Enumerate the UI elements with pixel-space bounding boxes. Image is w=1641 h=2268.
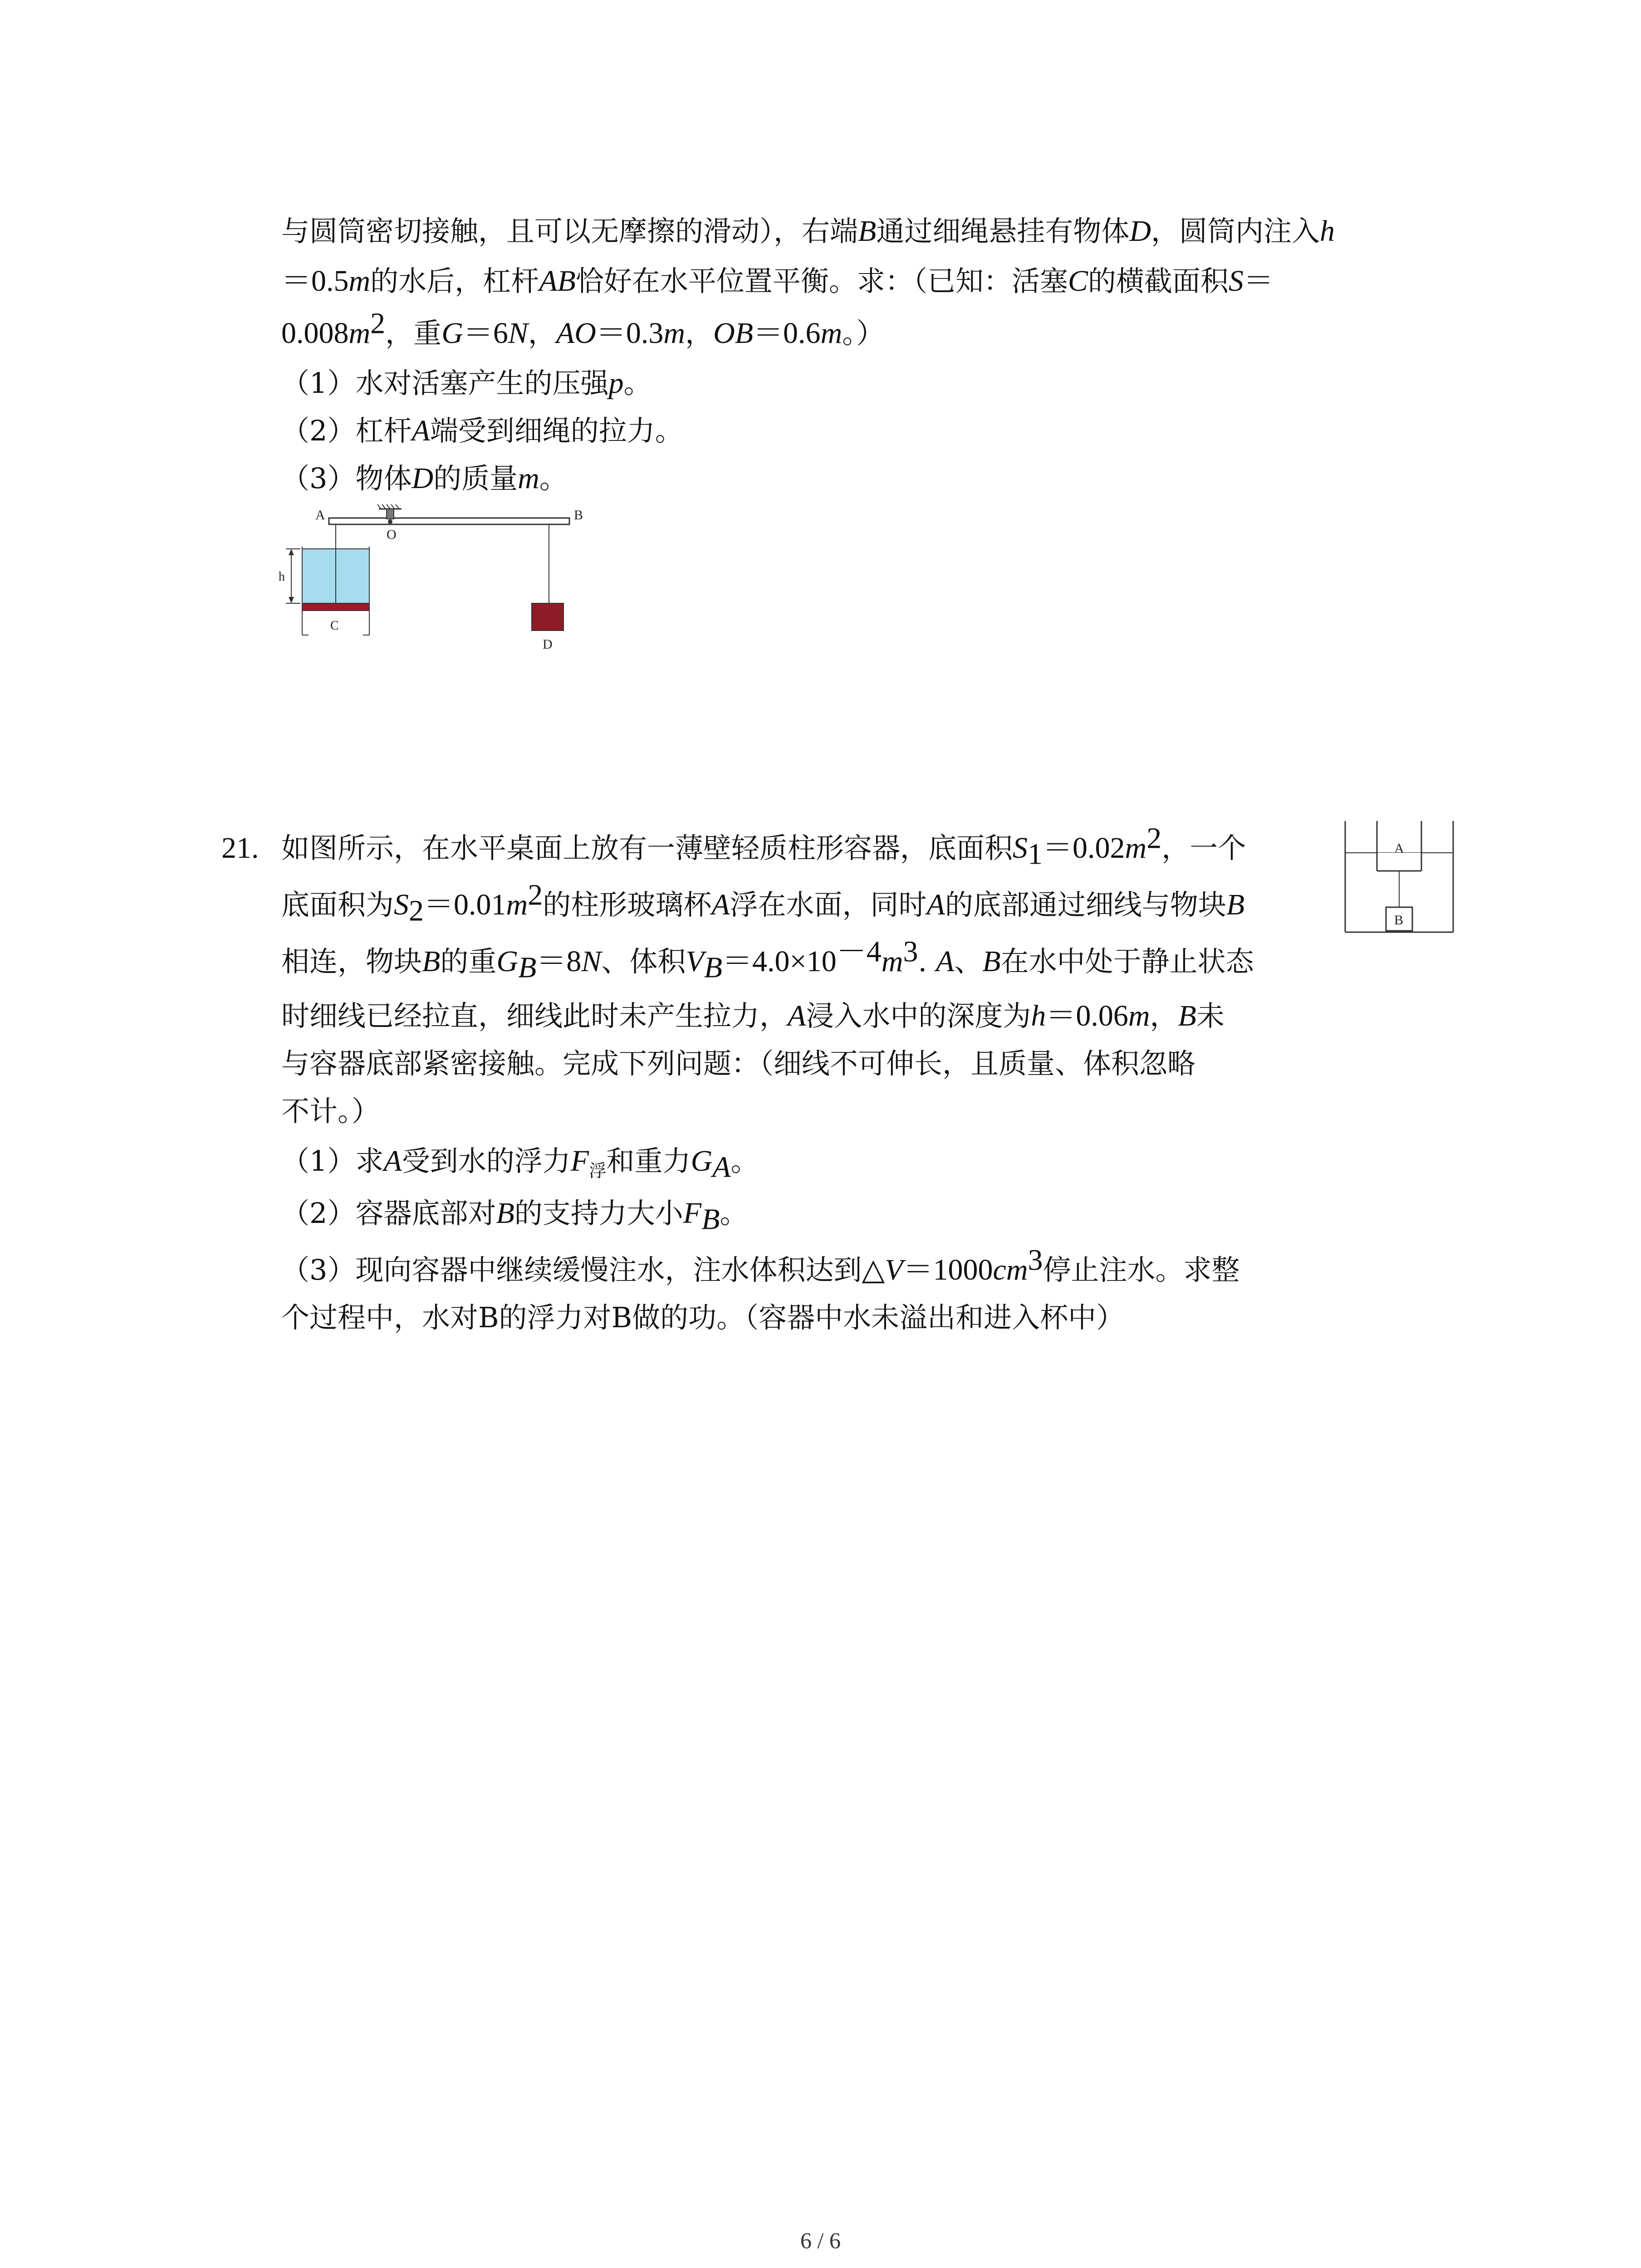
q21-number: 21. bbox=[221, 831, 259, 865]
lever-figure bbox=[272, 503, 590, 653]
page-number: 6 / 6 bbox=[800, 2228, 841, 2253]
label-c: C bbox=[330, 619, 339, 633]
q20-line-1: 与圆筒密切接触，且可以无摩擦的滑动），右端B通过细绳悬挂有物体D，圆筒内注入h bbox=[281, 215, 1335, 248]
q21-line-1: 如图所示，在水平桌面上放有一薄壁轻质柱形容器，底面积$S_1=0.02m^2$，一个 bbox=[281, 821, 1246, 871]
q21-sub-3: （3）现向容器中继续缓慢注水，注水体积达到$\triangle V=1000cm^3$停止注水。求整 bbox=[281, 1243, 1240, 1286]
q21-line-4: 时细线已经拉直，细线此时未产生拉力，A浸入水中的深度为h＝0.06m，B未 bbox=[281, 999, 1225, 1032]
label-d: D bbox=[543, 637, 553, 652]
piston-c bbox=[302, 603, 369, 611]
q21-line-5: 与容器底部紧密接触。完成下列问题：（细线不可伸长，且质量、体积忽略 bbox=[281, 1047, 1196, 1080]
label-b: B bbox=[574, 508, 583, 523]
q20-sub-2: （2）杠杆A端受到细绳的拉力。 bbox=[281, 414, 683, 447]
label-a: A bbox=[315, 508, 325, 523]
container-figure bbox=[1341, 816, 1459, 939]
label-b2: B bbox=[1394, 913, 1404, 928]
q21-line-2: 底面积为$S_2=0.01m^2$的柱形玻璃杯A浮在水面，同时A的底部通过细线与物块B bbox=[281, 878, 1245, 928]
label-a2: A bbox=[1394, 841, 1404, 856]
q20-sub-3: （3）物体D的质量m。 bbox=[281, 462, 568, 495]
q20-sub-1: （1）水对活塞产生的压强p。 bbox=[281, 367, 652, 400]
q20-line-3: $0.008m^2$，重G＝6N，AO＝0.3m，OB＝0.6m。） bbox=[281, 307, 885, 350]
block-d bbox=[532, 603, 563, 631]
q21-sub-3-cont: 个过程中，水对B的浮力对B做的功。（容器中水未溢出和进入杯中） bbox=[281, 1301, 1125, 1334]
q21-line-3: 相连，物块B的重$G_B=8N$、体积$V_B=4.0\times 10^{-4}m^3$. A、B在水中处于静止状态 bbox=[281, 935, 1254, 984]
q20-line-2: ＝0.5m的水后，杠杆AB恰好在水平位置平衡。求：（已知：活塞C的横截面积S＝ bbox=[281, 264, 1274, 298]
pivot bbox=[387, 509, 394, 519]
q21-sub-2: （2）容器底部对B的支持力大小$F_B$。 bbox=[281, 1197, 748, 1236]
label-o: O bbox=[387, 527, 397, 542]
label-h: h bbox=[279, 570, 285, 584]
lever-bar bbox=[329, 518, 569, 524]
q21-sub-1: （1）求A受到水的浮力$F_浮$和重力$G_A$。 bbox=[281, 1144, 759, 1184]
q21-line-6: 不计。） bbox=[281, 1095, 380, 1128]
